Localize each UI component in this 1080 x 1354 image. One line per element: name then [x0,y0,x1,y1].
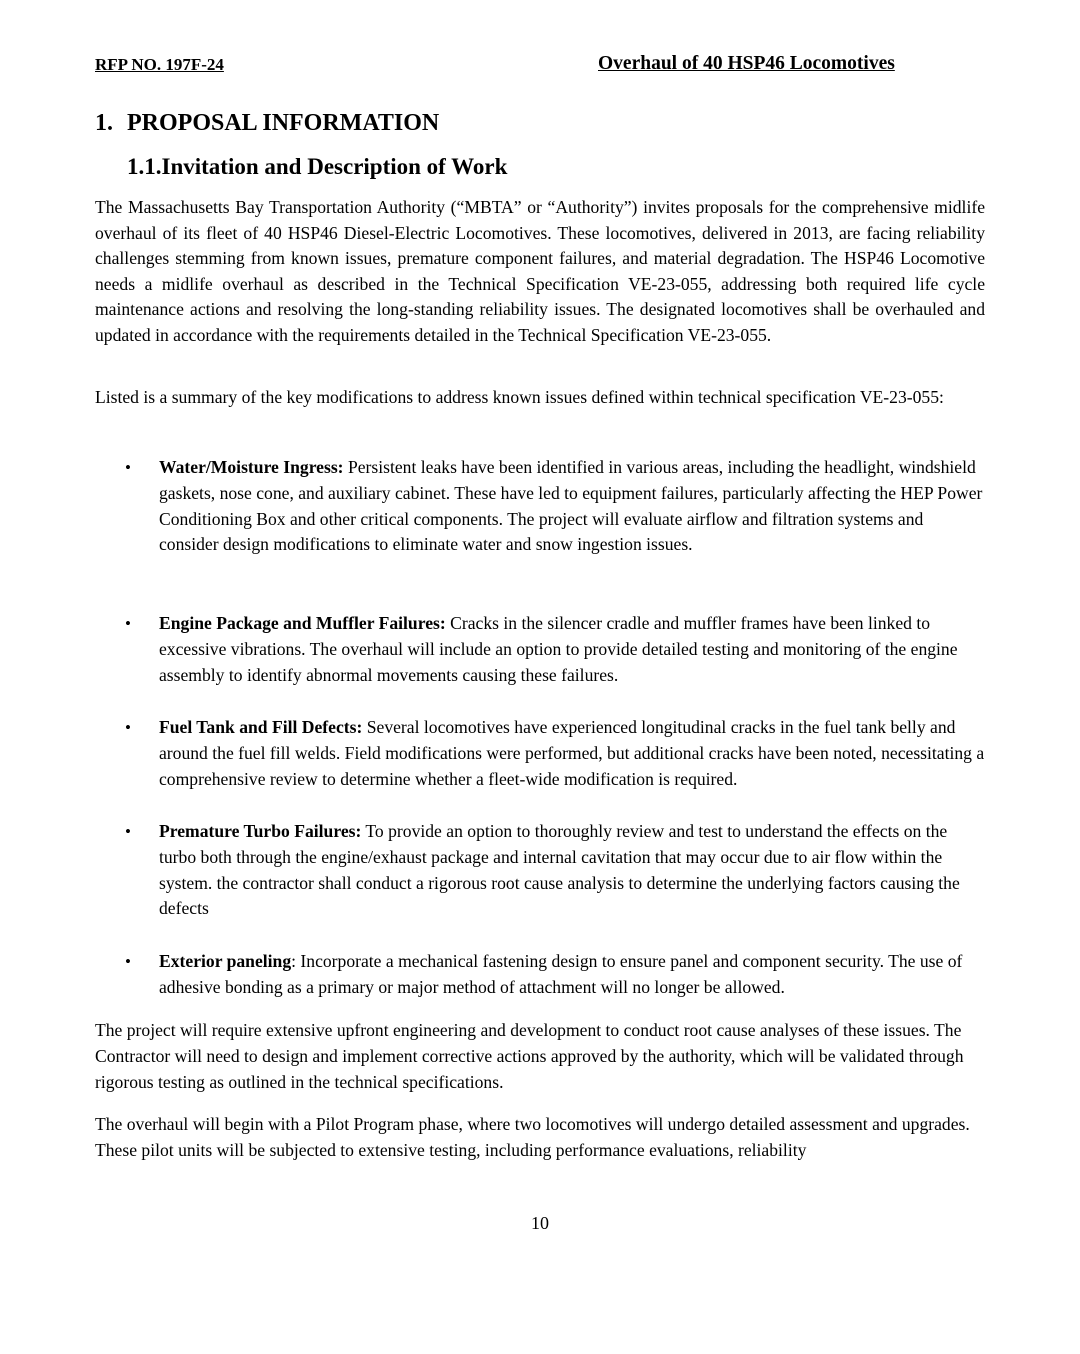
rfp-number: RFP NO. 197F-24 [95,55,224,74]
pilot-program-paragraph: The overhaul will begin with a Pilot Program phase, where two locomotives will undergo detailed assessment and upgrades. These pilot units will be subjected to extensive testing, including performance evaluations, reliability [95,1114,970,1160]
bullet-text: Cracks in the silencer cradle and muffler frames have been linked to excessive vibrations. The overhaul will include an option to provide detailed testing and monitoring of the engine assembly to identify abnormal movements causing these failures. [159,613,958,685]
subsection-heading [127,154,507,180]
section-number: 1. [95,110,113,136]
bullet-label: Premature Turbo Failures: [159,821,362,841]
intro-paragraph: The Massachusetts Bay Transportation Authority (“MBTA” or “Authority”) invites proposals for the comprehensive midlife overhaul of its fleet of 40 HSP46 Diesel-Electric Locomotives. These locomotives, delivered in 2013, are facing reliability challenges stemming from known issues, premature component failures, and material degradation. The HSP46 Locomotive needs a midlife overhaul as described in the Technical Specification VE-23-055, addressing both required life cycle maintenance actions and resolving the long-standing reliability issues. The designated locomotives shall be overhauled and updated in accordance with the requirements detailed in the Technical Specification VE-23-055. [95,197,985,345]
bullet-text: Incorporate a mechanical fastening design to ensure panel and component security. The use of adhesive bonding as a primary or major method of attachment will no longer be allowed. [159,951,963,997]
subsection-title: Invitation and Description of Work [161,154,508,179]
bullet-icon: • [125,614,131,633]
bullet-icon: • [125,952,131,971]
bullet-sep: : [291,951,297,971]
bullet-icon: • [125,822,131,841]
summary-lead-paragraph: Listed is a summary of the key modifications to address known issues defined within technical specification VE-23-055: [95,387,944,407]
document-title: Overhaul of 40 HSP46 Locomotives [598,53,895,74]
bullet-text: To provide an option to thoroughly review and test to understand the effects on the turbo both through the engine/exhaust package and internal cavitation that may occur due to air flow within the system. the contractor shall conduct a rigorous root cause analysis to determine the underlying factors causing the defects [159,821,960,919]
bullet-icon: • [125,718,131,737]
page-header [95,55,985,79]
bullet-icon: • [125,458,131,477]
bullet-text: Persistent leaks have been identified in various areas, including the headlight, windshield gaskets, nose cone, and auxiliary cabinet. These have led to equipment failures, particularly affecting the HEP Power Conditioning Box and other critical components. The project will evaluate airflow and filtration systems and consider design modifications to eliminate water and snow ingestion issues. [159,457,983,555]
page-number: 10 [531,1213,549,1233]
subsection-number: 1.1. [127,154,162,179]
section-heading [95,110,439,137]
engineering-paragraph: The project will require extensive upfront engineering and development to conduct root cause analyses of these issues. The Contractor will need to design and implement corrective actions approved by the authority, which will be validated through rigorous testing as outlined in the technical specifications. [95,1020,964,1092]
bullet-label: Engine Package and Muffler Failures: [159,613,446,633]
bullet-label: Water/Moisture Ingress: [159,457,344,477]
bullet-text: Several locomotives have experienced longitudinal cracks in the fuel tank belly and around the fuel fill welds. Field modifications were performed, but additional cracks have been noted, necessitating a comprehensive review to determine whether a fleet-wide modification is required. [159,717,985,789]
bullet-label: Fuel Tank and Fill Defects: [159,717,363,737]
section-title: PROPOSAL INFORMATION [127,110,440,136]
bullet-label: Exterior paneling [159,951,292,971]
